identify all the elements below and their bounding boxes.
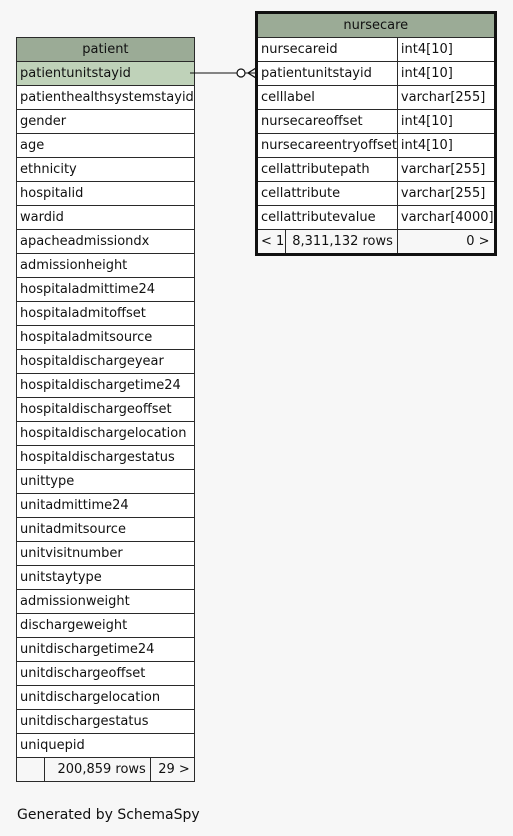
- patient-column[interactable]: unitvisitnumber: [17, 542, 195, 566]
- patient-column[interactable]: gender: [17, 110, 195, 134]
- patient-table[interactable]: [16, 37, 195, 782]
- patient-column[interactable]: unitadmittime24: [17, 494, 195, 518]
- patient-children-link[interactable]: 29 >: [150, 758, 194, 782]
- patient-column[interactable]: unitdischargestatus: [17, 710, 195, 734]
- nursecare-column-name[interactable]: nursecareid: [257, 38, 398, 62]
- nursecare-column-name[interactable]: patientunitstayid: [257, 62, 398, 86]
- patient-column[interactable]: hospitaladmittime24: [17, 278, 195, 302]
- nursecare-column-type: varchar[4000]: [397, 206, 495, 230]
- nursecare-column-name[interactable]: cellattributevalue: [257, 206, 398, 230]
- nursecare-columns: [257, 38, 496, 230]
- patient-column[interactable]: hospitaldischargeoffset: [17, 398, 195, 422]
- nursecare-children-link[interactable]: 0 >: [397, 230, 495, 255]
- patient-table-title[interactable]: patient: [17, 38, 195, 62]
- nursecare-table[interactable]: [255, 11, 497, 256]
- patient-column[interactable]: wardid: [17, 206, 195, 230]
- patient-parents-link[interactable]: [17, 758, 45, 782]
- patient-column[interactable]: hospitaldischargetime24: [17, 374, 195, 398]
- patient-column[interactable]: unitdischargeoffset: [17, 662, 195, 686]
- patient-column[interactable]: hospitaldischargeyear: [17, 350, 195, 374]
- patient-primary-key-column[interactable]: patientunitstayid: [17, 62, 195, 86]
- patient-column[interactable]: unitstaytype: [17, 566, 195, 590]
- nursecare-column-type: int4[10]: [397, 62, 495, 86]
- nursecare-column-name[interactable]: cellattribute: [257, 182, 398, 206]
- patient-column[interactable]: patienthealthsystemstayid: [17, 86, 195, 110]
- nursecare-column-name[interactable]: cellattributepath: [257, 158, 398, 182]
- nursecare-column-type: int4[10]: [397, 38, 495, 62]
- nursecare-column-type: int4[10]: [397, 110, 495, 134]
- patient-column[interactable]: unitdischargelocation: [17, 686, 195, 710]
- patient-column[interactable]: hospitaldischargestatus: [17, 446, 195, 470]
- patient-column[interactable]: admissionheight: [17, 254, 195, 278]
- nursecare-column-type: varchar[255]: [397, 86, 495, 110]
- nursecare-table-title[interactable]: nursecare: [257, 13, 496, 38]
- patient-column[interactable]: dischargeweight: [17, 614, 195, 638]
- patient-column[interactable]: hospitalid: [17, 182, 195, 206]
- nursecare-column-type: varchar[255]: [397, 158, 495, 182]
- zero-cardinality-icon: [237, 69, 245, 77]
- nursecare-column-type: int4[10]: [397, 134, 495, 158]
- nursecare-column-type: varchar[255]: [397, 182, 495, 206]
- patient-row-count: 200,859 rows: [45, 758, 151, 782]
- nursecare-column-name[interactable]: celllabel: [257, 86, 398, 110]
- patient-column[interactable]: hospitaladmitoffset: [17, 302, 195, 326]
- patient-column[interactable]: admissionweight: [17, 590, 195, 614]
- patient-column[interactable]: apacheadmissiondx: [17, 230, 195, 254]
- patient-column[interactable]: ethnicity: [17, 158, 195, 182]
- patient-column[interactable]: hospitaladmitsource: [17, 326, 195, 350]
- nursecare-row-count: 8,311,132 rows: [286, 230, 398, 255]
- generated-by-credit: Generated by SchemaSpy: [17, 807, 200, 823]
- patient-column[interactable]: hospitaldischargelocation: [17, 422, 195, 446]
- patient-column[interactable]: unitdischargetime24: [17, 638, 195, 662]
- patient-columns: [17, 86, 195, 758]
- nursecare-column-name[interactable]: nursecareoffset: [257, 110, 398, 134]
- patient-column[interactable]: unitadmitsource: [17, 518, 195, 542]
- nursecare-column-name[interactable]: nursecareentryoffset: [257, 134, 398, 158]
- nursecare-parents-link[interactable]: < 1: [257, 230, 286, 255]
- patient-column[interactable]: uniquepid: [17, 734, 195, 758]
- patient-column[interactable]: unittype: [17, 470, 195, 494]
- patient-column[interactable]: age: [17, 134, 195, 158]
